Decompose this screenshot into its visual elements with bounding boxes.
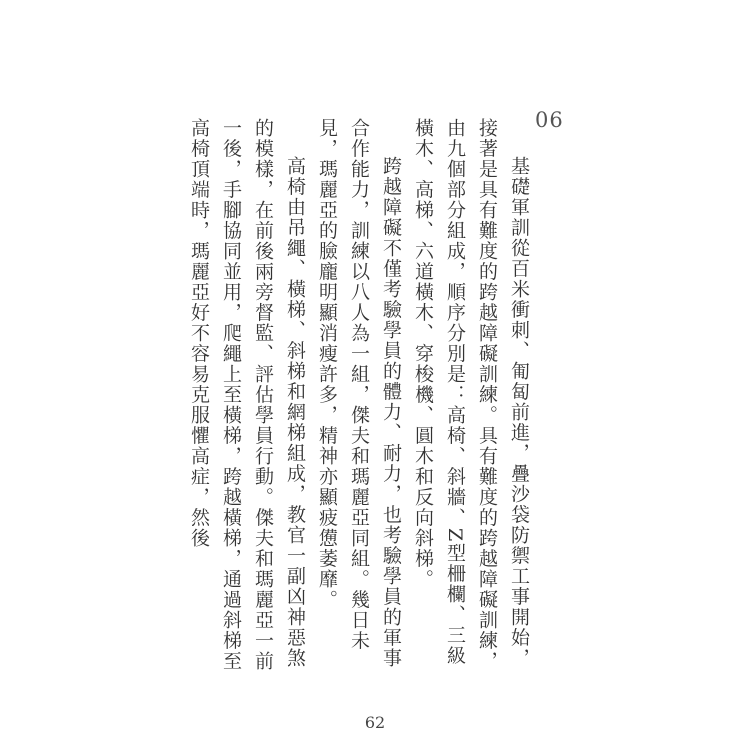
chapter-number: 06	[535, 108, 564, 132]
body-text	[183, 118, 535, 678]
paragraph-3: 高椅由吊繩、橫梯、斜梯和網梯組成，教官一副凶神惡煞的模樣，在前後兩旁督監、評估學員行動。傑夫和瑪麗亞一前一後，手腳協同並用，爬繩上至橫梯，跨越橫梯，通過斜梯至高椅頂端時，瑪麗亞好不容易克服懼高症，然後	[188, 118, 306, 672]
paragraph-1: 基礎軍訓從百米衝刺、匍匐前進，疊沙袋防禦工事開始，接著是具有難度的跨越障礙訓練。具有難度的跨越障礙訓練，由九個部分組成，順序分別是：高椅、斜牆、Z型柵欄、三級橫木、高梯、六道橫木、穿梭機、圓木和反向斜梯。	[412, 118, 530, 672]
page-number: 62	[364, 713, 386, 732]
paragraph-2: 跨越障礙不僅考驗學員的體力、耐力，也考驗學員的軍事合作能力，訓練以八人為一組，傑夫和瑪麗亞同組。幾日未見，瑪麗亞的臉龐明顯消瘦許多，精神亦顯疲憊萎靡。	[316, 118, 402, 669]
